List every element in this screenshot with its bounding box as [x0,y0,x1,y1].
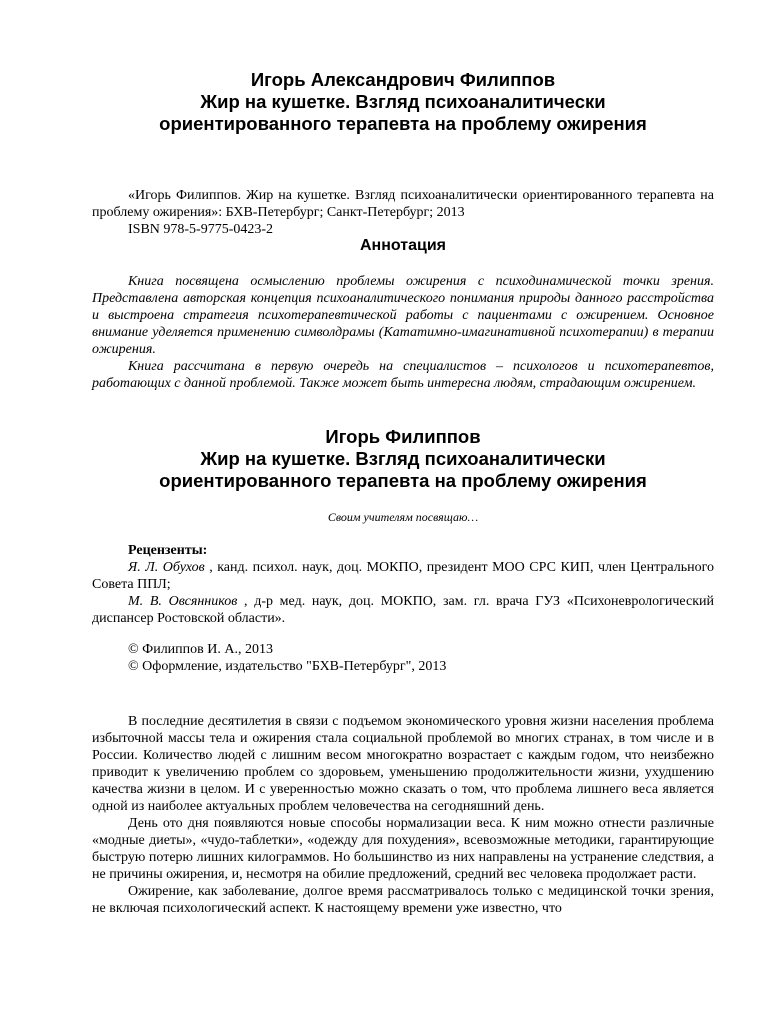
reviewer-name: М. В. Овсянников [128,594,238,609]
body-paragraph: В последние десятилетия в связи с подъемом экономического уровня жизни населения проблема избыточной массы тела и ожирения стала социальной проблемой во многих странах, в том числе и в России. Количество людей с лишним весом многократно возрастает с каждым годом, что неизбежно приводит к увеличению проблем со здоровьем, уменьшению продолжительности жизни, ухудшению качества жизни в целом. И с уверенностью можно сказать о том, что проблема лишнего веса является одной из наиболее актуальных проблем человечества на сегодняшний день. [92,714,714,814]
citation-text: «Игорь Филиппов. Жир на кушетке. Взгляд психоаналитически ориентированного терапевта на проблему ожирения»: БХВ-Петербург; Санкт-Петербург; 2013 [92,188,714,220]
reviewer-details: , канд. психол. наук, доц. МОКПО, президент МОО СРС КИП, член Центрального Совета ППЛ; [92,560,714,592]
copyright-line: © Филиппов И. А., 2013 [128,642,273,657]
book-title-line-2: ориентированного терапевта на проблему ожирения [159,470,647,491]
reviewer-entry [92,559,714,593]
reviewer-details: , д-р мед. наук, доц. МОКПО, зам. гл. врача ГУЗ «Психоневрологический диспансер Ростовской области». [92,594,714,626]
body-text [92,713,714,917]
title-block-second [92,426,714,492]
copyright-line: © Оформление, издательство "БХВ-Петербург", 2013 [128,659,447,674]
isbn: ISBN 978-5-9775-0423-2 [128,222,274,237]
body-paragraph: Ожирение, как заболевание, долгое время рассматривалось только с медицинской точки зрения, не включая психологический аспект. К настоящему времени уже известно, что [92,884,714,916]
book-title-line-2: ориентированного терапевта на проблему ожирения [159,113,647,134]
author-name: Игорь Филиппов [325,426,481,447]
annotation-paragraph: Книга рассчитана в первую очередь на специалистов – психологов и психотерапевтов, работающих с данной проблемой. Также может быть интересна людям, страдающим ожирением. [92,359,714,391]
author-name: Игорь Александрович Филиппов [250,69,556,90]
book-title-line-1: Жир на кушетке. Взгляд психоаналитически [200,91,606,112]
copyright-block [128,641,446,675]
reviewers-label-text: Рецензенты: [128,543,208,558]
reviewers-label [92,542,714,559]
citation-block [92,187,714,238]
annotation-paragraph: Книга посвящена осмыслению проблемы ожирения с психодинамической точки зрения. Представлена авторская концепция психоаналитического понимания природы данного расстройства и выстроена стратегия психотерапевтической работы с пациентами с ожирением. Основное внимание уделяется применению символдрамы (Кататимно-имагинативной психотерапии) в терапии ожирения. [92,274,714,357]
reviewer-entry [92,593,714,627]
title-block-top [92,69,714,135]
book-title-line-1: Жир на кушетке. Взгляд психоаналитически [200,448,606,469]
annotation-text [92,273,714,392]
dedication: Своим учителям посвящаю… [327,510,479,524]
body-paragraph: День ото дня появляются новые способы нормализации веса. К ним можно отнести различные «модные диеты», «чудо-таблетки», «одежду для похудения», всевозможные методики, гарантирующие быструю потерю лишних килограммов. Но большинство из них направлены на устранение следствия, а не причины ожирения, и, несмотря на обилие предложений, средний вес человека продолжает расти. [92,816,714,882]
reviewers-block [92,542,714,627]
reviewer-name: Я. Л. Обухов [128,560,205,575]
annotation-heading: Аннотация [360,237,446,254]
